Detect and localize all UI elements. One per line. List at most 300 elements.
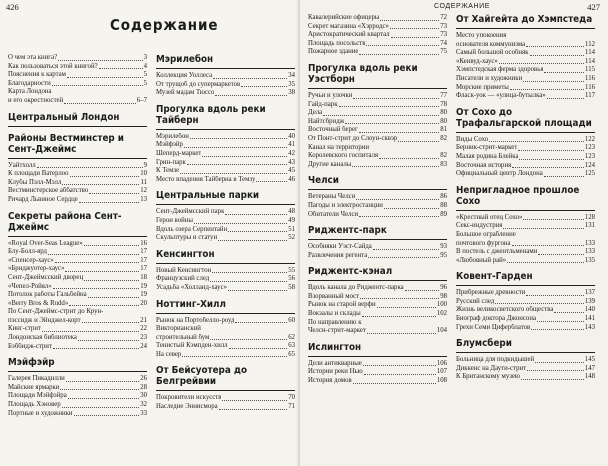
toc-entry [8, 80, 147, 89]
toc-entry-title: «Бриджуотер-хаус» [8, 265, 65, 273]
dot-leader [531, 329, 584, 330]
toc-entry [156, 394, 295, 403]
toc-entry [456, 214, 595, 223]
toc-entry-title: Восточный берег [308, 126, 358, 134]
toc-entry-title: Биограф доктора Джонсона [456, 315, 536, 323]
toc-entry-page: 28 [140, 383, 147, 391]
dot-leader [84, 280, 139, 281]
toc-entry-page: 125 [584, 170, 595, 178]
left-page [0, 0, 300, 466]
right-page [300, 0, 608, 466]
toc-entry-page: 83 [440, 160, 447, 168]
toc-entry [456, 75, 595, 84]
toc-entry-title: История домов [308, 377, 352, 385]
toc-entry [156, 89, 295, 98]
dot-leader [364, 374, 436, 375]
toc-entry-page: 3 [143, 54, 147, 61]
toc-entry-page: 102 [436, 310, 447, 318]
dot-leader [74, 415, 140, 416]
toc-entry-title: Скульптуры и статуи [156, 234, 218, 242]
toc-entry-title: Жизнь великосветского общества [456, 306, 554, 314]
toc-entry [308, 152, 447, 161]
toc-entry-page: 41 [288, 141, 295, 149]
toc-entry-title: Новый Кенсингтон [156, 266, 212, 274]
toc-entry-page: 145 [584, 356, 595, 364]
toc-entry-title: Блу-Болл-ярд [8, 248, 48, 256]
dot-leader [538, 254, 584, 255]
dot-leader [360, 298, 439, 299]
dot-leader [229, 348, 288, 349]
dot-leader [523, 219, 583, 220]
dot-leader [70, 176, 140, 177]
toc-entry-page: 98 [440, 292, 447, 300]
dot-leader [489, 141, 584, 142]
toc-entry-page: 34 [288, 72, 295, 79]
dot-leader [66, 381, 139, 382]
toc-entry-page: 107 [436, 368, 447, 376]
dot-leader [79, 202, 139, 203]
toc-entry-page: 48 [288, 208, 295, 216]
dot-leader [184, 147, 287, 148]
toc-entry-page: 19 [140, 282, 147, 290]
toc-entry-title: Сент-Джеймсский дворец [8, 273, 84, 281]
toc-entry [308, 360, 447, 369]
toc-entry-title: По направлению к [308, 318, 362, 326]
toc-entry-title: Клубы Пэлл-Мэлл [8, 178, 62, 186]
dot-leader [222, 400, 287, 401]
toc-entry-title: Прибрежные древности [456, 289, 526, 297]
toc-entry [8, 162, 147, 171]
toc-entry-title: Место упокоения [456, 32, 507, 39]
dot-leader [537, 321, 584, 322]
toc-entry [8, 308, 147, 317]
toc-entry [456, 257, 595, 266]
page-number-right: 427 [587, 2, 600, 12]
toc-entry [456, 136, 595, 145]
toc-entry [156, 275, 295, 284]
toc-entry-page: 77 [440, 91, 447, 99]
dot-leader [228, 231, 287, 232]
dot-leader [42, 331, 139, 332]
toc-entry-title: «Кенвуд-хаус» [456, 57, 498, 65]
dot-leader [62, 184, 139, 185]
toc-entry-page: 135 [584, 256, 595, 264]
toc-entry-page: 147 [584, 364, 595, 372]
toc-entry-page: 42 [288, 149, 295, 157]
dot-leader [356, 199, 439, 200]
section-heading: Районы Вестминстер и Сент-Джеймс [8, 133, 147, 159]
toc-entry [8, 334, 147, 343]
dot-leader [180, 173, 287, 174]
toc-entry-title: Секрет магазина «Хэрродс» [308, 22, 389, 30]
toc-entry-title: почтового фургона [456, 239, 511, 247]
dot-leader [55, 262, 139, 263]
dot-leader [377, 307, 436, 308]
dot-leader [241, 86, 287, 87]
section-heading: Мэйфэйр [8, 357, 147, 372]
dot-leader [345, 123, 439, 124]
toc-entry-page: 21 [140, 316, 147, 324]
toc-entry-page: 88 [440, 201, 447, 209]
toc-entry-page: 65 [288, 350, 295, 358]
toc-entry [456, 32, 595, 41]
toc-entry-title: Канал на территории [308, 143, 369, 151]
dot-leader [367, 333, 436, 334]
toc-entry-page: 80 [440, 109, 447, 117]
section-heading: Секреты района Сент-Джеймс [8, 211, 147, 237]
toc-entry-title: Уайтхолл [8, 161, 36, 169]
dot-leader [339, 106, 440, 107]
toc-entry-title: Виды Сохо [456, 135, 489, 143]
toc-entry-title: Место впадения Тайберна в Темзу [156, 175, 256, 183]
toc-entry-page: 55 [288, 266, 295, 274]
toc-entry [8, 392, 147, 401]
toc-entry [8, 265, 147, 274]
toc-entry-page: 51 [288, 225, 295, 233]
section-heading: Риджентс-кэнал [308, 266, 447, 281]
toc-entry [8, 240, 147, 249]
toc-entry [8, 179, 147, 188]
dot-leader [218, 240, 287, 241]
toc-entry-title: На север [156, 350, 182, 358]
dot-leader [219, 409, 288, 410]
toc-entry-title: Площадь Хэновер [8, 401, 61, 409]
toc-entry [8, 88, 147, 97]
dot-leader [78, 340, 139, 341]
toc-entry-page: 5 [143, 71, 147, 79]
toc-entry-title: Развлечения регента [308, 251, 368, 259]
toc-entry-title: Тенистый Кэмпден-хилл [156, 342, 228, 350]
toc-entry [308, 211, 447, 220]
toc-entry-page: 100 [436, 301, 447, 309]
toc-entry [456, 248, 595, 257]
toc-entry [456, 144, 595, 153]
toc-entry-page: 63 [288, 342, 295, 350]
toc-entry-page: 33 [140, 409, 147, 417]
dot-leader [194, 223, 287, 224]
toc-entry-page: 52 [288, 234, 295, 242]
toc-entry-page: 58 [288, 283, 295, 291]
section-heading: Непригладное прошлое Сохо [456, 185, 595, 211]
dot-leader [37, 167, 143, 168]
toc-entry [456, 162, 595, 171]
toc-entry-title: Хэмпстедская ферма здоровья [456, 66, 544, 74]
toc-entry-title: Больница для подкидышей [456, 356, 535, 364]
toc-entry-page: 93 [440, 243, 447, 251]
toc-entry-page: 23 [140, 334, 147, 342]
dot-leader [379, 158, 439, 159]
toc-entry-page: 73 [440, 31, 447, 39]
toc-entry [308, 161, 447, 170]
dot-leader [547, 98, 584, 99]
toc-entry [8, 384, 147, 393]
toc-entry [156, 133, 295, 142]
dot-leader [544, 176, 584, 177]
toc-entry-page: 38 [288, 89, 295, 97]
dot-leader [53, 288, 139, 289]
section-heading: Риджентс-парк [308, 225, 447, 240]
toc-entry-title: Карта Лондона [8, 88, 52, 96]
toc-entry-page: 108 [436, 377, 447, 385]
toc-entry [456, 289, 595, 298]
toc-entry-title: По Сент-Джеймс-стрит до Крун- [8, 308, 104, 316]
toc-entry-title: Потолок работы Гальбейна [8, 291, 87, 299]
dot-leader [499, 63, 584, 64]
running-header: СОДЕРЖАНИЕ [434, 3, 491, 10]
toc-entry-page: 46 [288, 175, 295, 183]
dot-leader [68, 398, 139, 399]
toc-entry [308, 109, 447, 118]
dot-leader [512, 167, 584, 168]
toc-entry-page: 74 [440, 39, 447, 47]
dot-leader [366, 45, 439, 46]
dot-leader [391, 37, 440, 38]
dot-leader [210, 339, 287, 340]
toc-entry [156, 317, 295, 326]
toc-entry-page: 82 [440, 134, 447, 142]
toc-entry-page: 140 [584, 306, 595, 314]
toc-entry-title: Гайд-парк [308, 100, 338, 108]
toc-entry-title: Официальный центр Лондона [456, 170, 543, 178]
toc-entry-title: Площадь посольств [308, 39, 366, 47]
toc-entry-page: 86 [440, 193, 447, 201]
toc-entry-page: 62 [288, 333, 295, 341]
dot-leader [554, 312, 583, 313]
toc-entry-page: 124 [584, 161, 595, 169]
dot-leader [190, 138, 287, 139]
dot-leader [495, 303, 584, 304]
toc-entry [156, 267, 295, 276]
toc-entry [156, 226, 295, 235]
dot-leader [213, 78, 287, 79]
toc-entry-title: Вдоль канала до Риджентс-парка [308, 284, 404, 292]
toc-entry [156, 284, 295, 293]
toc-entry-title: Малая родина Блейка [456, 152, 519, 160]
toc-entry-title: Герои войны [156, 216, 193, 224]
toc-entry-title: Дели антикварные [308, 359, 362, 367]
dot-leader [398, 141, 439, 142]
toc-entry-page: 117 [585, 92, 595, 100]
toc-entry-page: 139 [584, 297, 595, 305]
toc-entry-title: О чем эта книга? [8, 54, 58, 61]
toc-entry-title: От трущоб до супермаркетов [156, 80, 241, 88]
toc-entry-title: Большое ограбление [456, 230, 516, 238]
toc-entry-title: Площади Мэйфэйра [8, 392, 67, 400]
toc-entry [308, 243, 447, 252]
toc-entry-title: Самый большой особняк [456, 49, 529, 57]
toc-entry-title: Вокзалы и склады [308, 310, 361, 318]
toc-entry [456, 315, 595, 324]
dot-leader [69, 305, 139, 306]
toc-entry-page: 75 [440, 48, 447, 56]
dot-leader [53, 348, 139, 349]
toc-entry [456, 170, 595, 179]
toc-entry [8, 283, 147, 292]
toc-entry-title: «Спенсер-хаус» [8, 256, 54, 264]
toc-entry-title: пэссидж и Эйнджел-корт [8, 316, 81, 324]
toc-entry-title: Морские приметы [456, 83, 509, 91]
toc-entry [456, 324, 595, 333]
toc-entry [308, 368, 447, 377]
toc-entry-title: Майские ярмарки [8, 383, 60, 391]
dot-leader [215, 95, 287, 96]
toc-entry [8, 401, 147, 410]
toc-entry [156, 150, 295, 159]
toc-entry-title: и его окрестностей [8, 96, 64, 104]
toc-entry-page: 35 [288, 80, 295, 88]
dot-leader [526, 295, 583, 296]
toc-entry-page: 96 [440, 284, 447, 292]
toc-entry-title: Истории реки Нью [308, 368, 363, 376]
toc-entry-title: Кинг-стрит [8, 325, 41, 333]
toc-entry-title: Мэрилебон [156, 132, 189, 140]
toc-entry-title: Диккенс на Даути-стрит [456, 364, 527, 372]
toc-entry-title: «Royal Over-Seas League» [8, 239, 83, 247]
toc-entry-page: 115 [585, 66, 595, 74]
toc-entry-title: Взорванный мост [308, 292, 360, 300]
section-heading: От Сохо до Трафальгарской площади [456, 107, 595, 133]
toc-entry [8, 170, 147, 179]
dot-leader [518, 150, 584, 151]
toc-entry-page: 128 [584, 213, 595, 221]
dot-leader [512, 245, 584, 246]
toc-entry [8, 63, 147, 72]
toc-entry-page: 32 [140, 401, 147, 409]
section-heading: От Бейсуотера до Белгрейвии [156, 365, 295, 391]
toc-entry-title: Кавалерийские офицеры [308, 14, 380, 21]
toc-entry [8, 187, 147, 196]
dot-leader [225, 214, 287, 215]
toc-entry-page: 18 [140, 273, 147, 281]
toc-entry-page: 12 [140, 187, 147, 195]
toc-entry-page: 56 [288, 275, 295, 283]
toc-entry-title: Коллекция Уоллеса [156, 72, 213, 79]
toc-entry-page: 104 [436, 327, 447, 335]
toc-entry-title: «Любовный рай» [456, 256, 507, 264]
dot-leader [390, 28, 439, 29]
dot-leader [527, 370, 584, 371]
toc-entry-title: «Berry Bros & Rudd» [8, 299, 69, 307]
dot-leader [48, 254, 139, 255]
toc-entry-page: 73 [440, 22, 447, 30]
toc-entry [308, 144, 447, 153]
toc-entry [308, 252, 447, 261]
toc-entry-title: Восточная история [456, 161, 512, 169]
toc-entry-page: 131 [584, 222, 595, 230]
toc-entry [156, 159, 295, 168]
toc-entry-page: 114 [585, 57, 595, 65]
toc-entry-page: 123 [584, 144, 595, 152]
dot-leader [58, 60, 142, 61]
toc-entry [456, 66, 595, 75]
toc-entry-page: 5 [143, 79, 147, 87]
dot-leader [523, 81, 584, 82]
toc-entry-title: Пожарное здание [308, 48, 359, 56]
toc-entry [308, 319, 447, 328]
toc-entry-title: Секс-индустрия [456, 222, 503, 230]
toc-title: Содержание [110, 16, 219, 34]
toc-entry [456, 373, 595, 382]
toc-entry [8, 300, 147, 309]
toc-entry [8, 54, 147, 63]
toc-entry-page: 20 [140, 299, 147, 307]
toc-entry [456, 49, 595, 58]
dot-leader [373, 249, 439, 250]
toc-entry [308, 193, 447, 202]
toc-entry [8, 97, 147, 106]
toc-entry [8, 317, 147, 326]
toc-entry-title: Музей мадам Тюссо [156, 89, 215, 97]
dot-leader [210, 281, 287, 282]
toc-entry-title: Дела [308, 109, 323, 117]
section-heading: От Хайгейта до Хэмпстеда [456, 14, 595, 29]
toc-entry-page: 45 [288, 167, 295, 175]
dot-leader [530, 55, 585, 56]
toc-entry [8, 410, 147, 419]
toc-entry-page: 4 [143, 62, 147, 70]
toc-entry [8, 274, 147, 283]
toc-entry [308, 310, 447, 319]
toc-entry [456, 58, 595, 67]
toc-entry-title: Вдоль озера Серпентайн [156, 225, 228, 233]
toc-entry-page: 141 [584, 315, 595, 323]
dot-leader [521, 379, 584, 380]
dot-leader [228, 290, 287, 291]
toc-entry-page: 30 [140, 392, 147, 400]
dot-leader [88, 297, 140, 298]
toc-entry-page: 80 [440, 117, 447, 125]
toc-entry [308, 327, 447, 336]
dot-leader [519, 159, 583, 160]
toc-entry-page: 6–7 [136, 96, 147, 104]
toc-entry [308, 92, 447, 101]
toc-entry [308, 293, 447, 302]
toc-entry-page: 81 [440, 126, 447, 134]
toc-entry [456, 222, 595, 231]
toc-entry [156, 342, 295, 351]
toc-entry-title: Аристократический квартал [308, 31, 390, 39]
toc-entry-page: 123 [584, 152, 595, 160]
section-heading: Блумсбери [456, 338, 595, 353]
toc-entry-title: Лондонская библиотека [8, 334, 77, 342]
toc-entry-title: К площади Ватерлоо [8, 170, 69, 178]
section-heading: Мэрилебон [156, 54, 295, 69]
dot-leader [384, 208, 439, 209]
toc-entry-title: Шеперд-маркет [156, 149, 202, 157]
toc-entry-page: 17 [140, 256, 147, 264]
toc-entry-page: 70 [288, 394, 295, 402]
toc-entry-page: 9 [143, 161, 147, 169]
dot-leader [67, 77, 143, 78]
toc-entry [156, 234, 295, 243]
dot-leader [405, 290, 440, 291]
page-number-left: 426 [6, 2, 19, 12]
dot-leader [359, 216, 439, 217]
toc-column [8, 54, 147, 418]
toc-entry [156, 208, 295, 217]
toc-entry-page: 17 [140, 248, 147, 256]
toc-entry-page: 13 [140, 195, 147, 203]
toc-entry-page: 19 [140, 291, 147, 299]
toc-entry [156, 167, 295, 176]
dot-leader [64, 103, 136, 104]
toc-entry [8, 343, 147, 352]
toc-entry-title: Особняки Уэст-Сайда [308, 243, 372, 251]
dot-leader [182, 356, 287, 357]
toc-entry-title: Пагоды и электростанции [308, 201, 383, 209]
section-heading: Кенсингтон [156, 249, 295, 264]
toc-entry [456, 298, 595, 307]
